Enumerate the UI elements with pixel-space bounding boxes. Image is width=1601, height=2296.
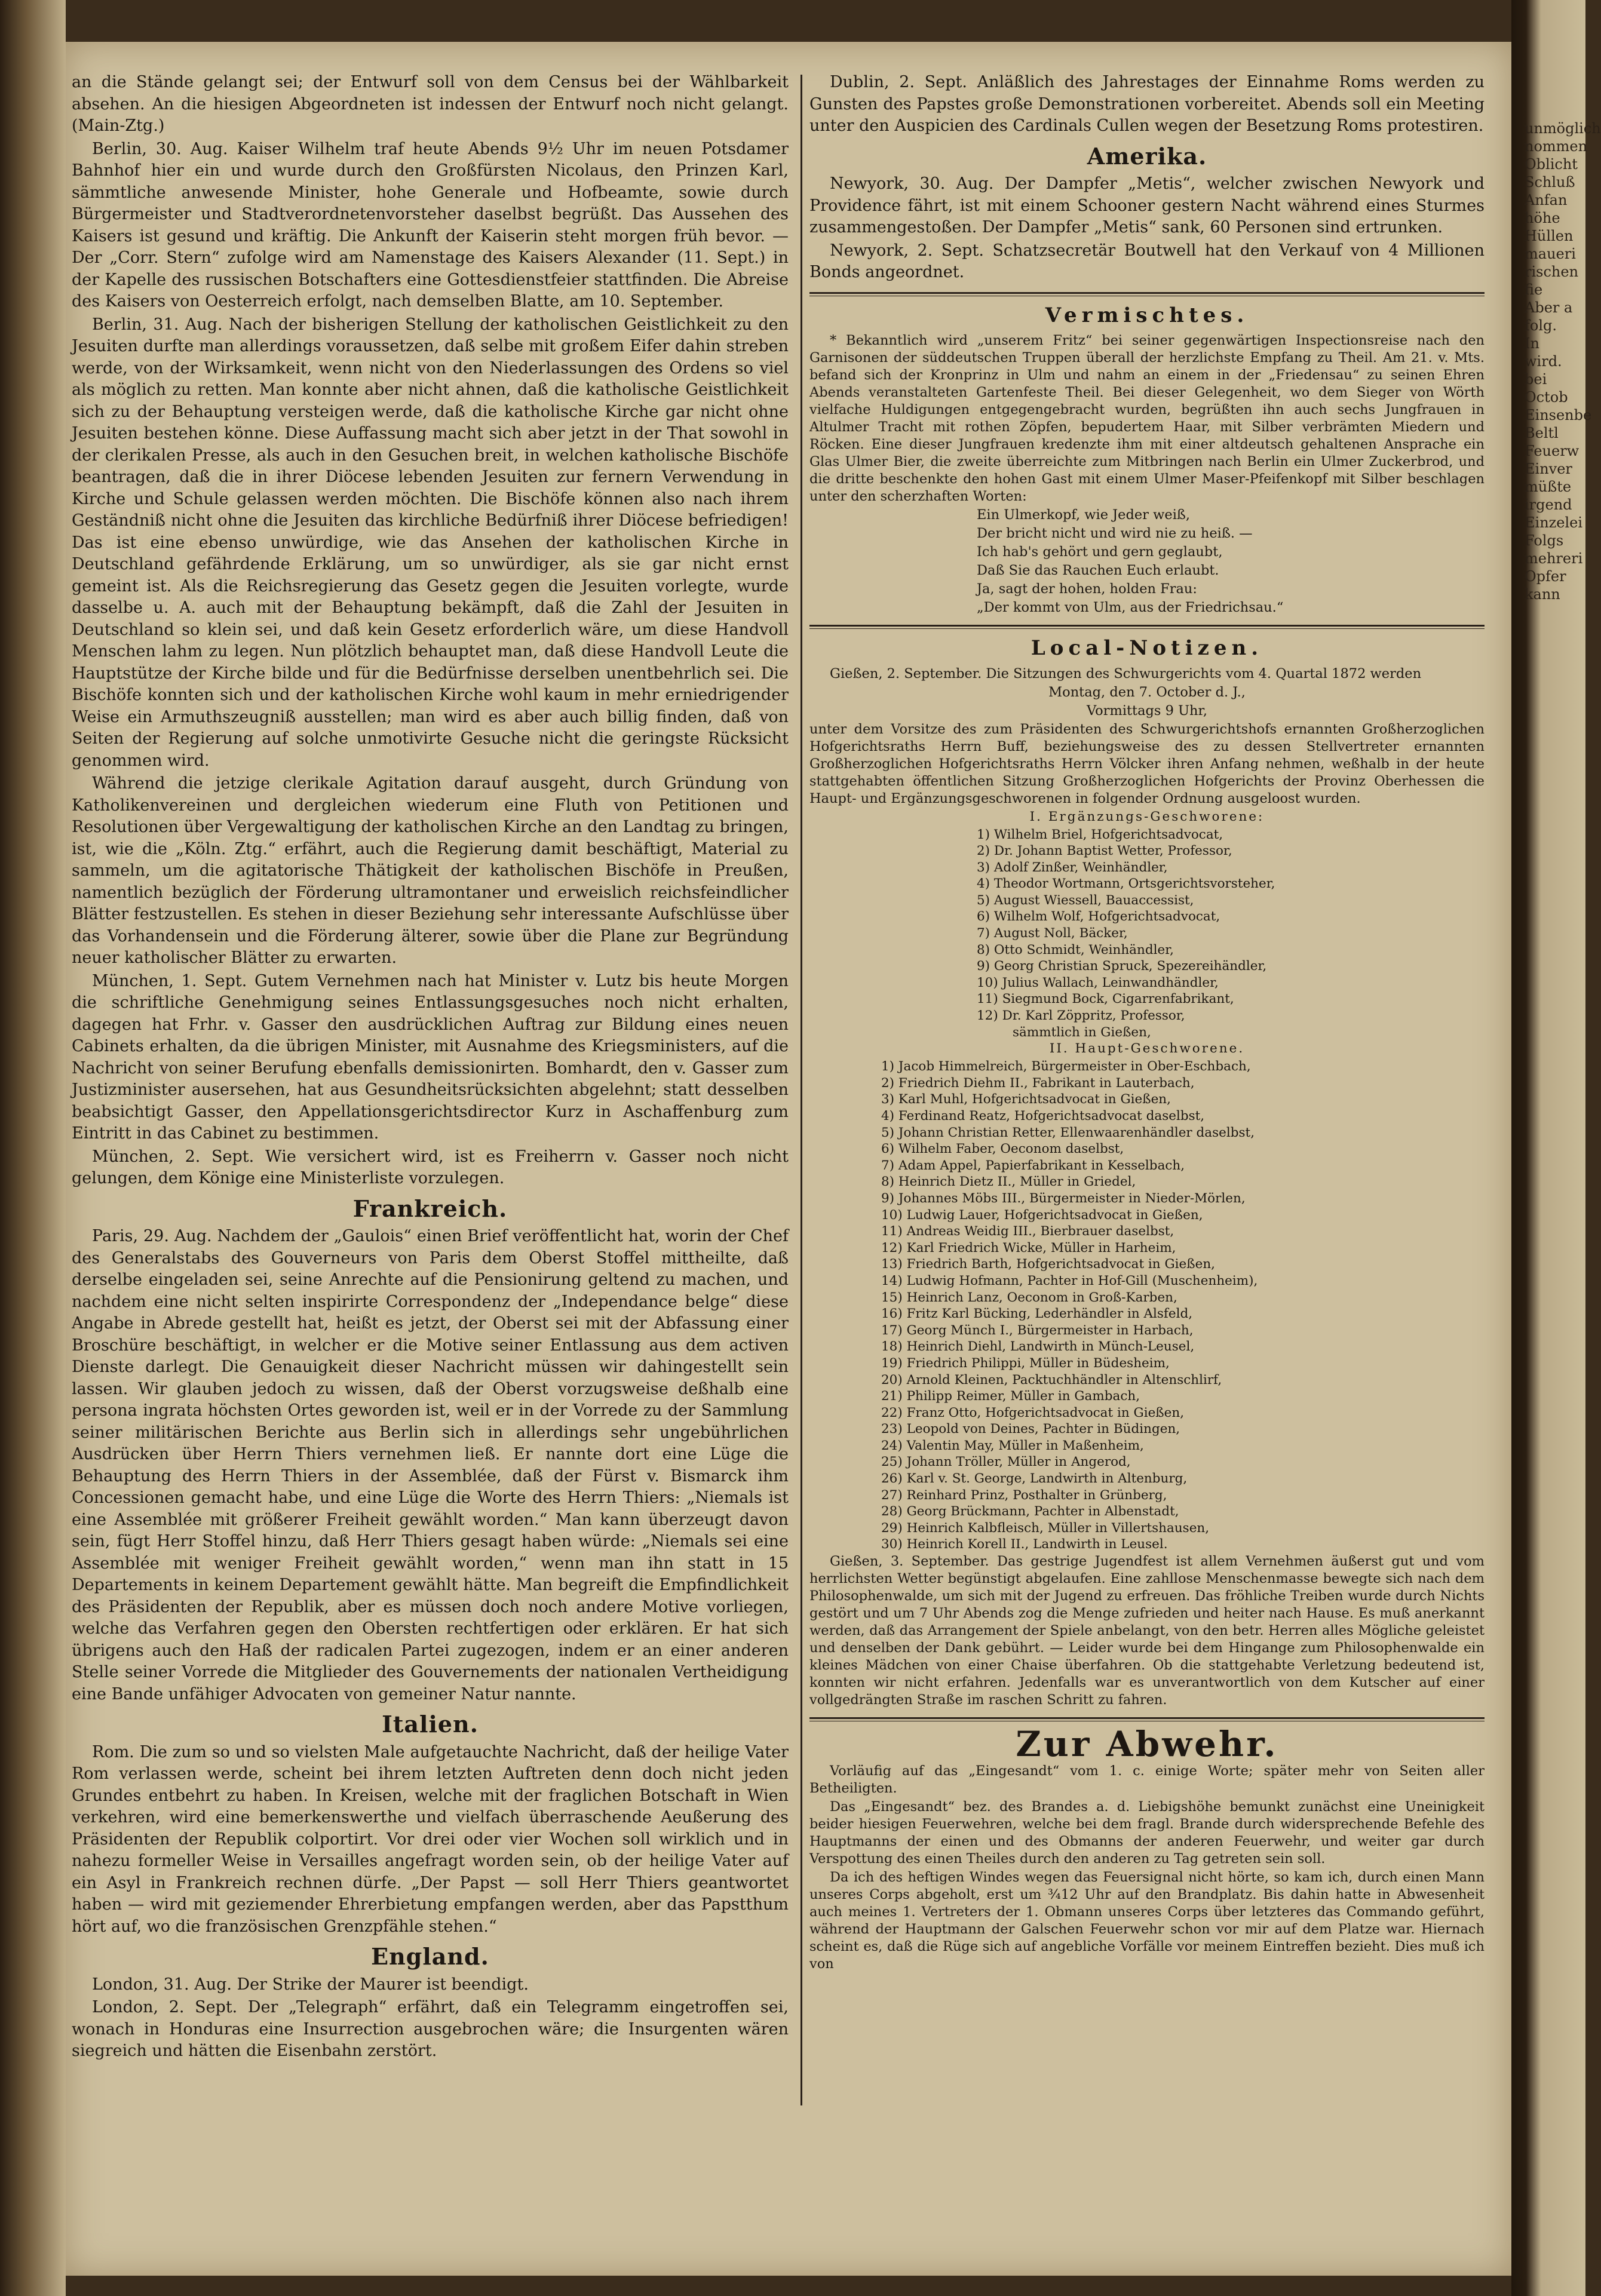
column-divider (800, 75, 802, 2105)
verse-line: Daß Sie das Rauchen Euch erlaubt. (977, 563, 1219, 578)
article-clerikale-agitation: Während die jetzige clerikale Agitation darauf ausgeht, durch Gründung von Katholikenvereinen und dergleichen wiederum eine Fluth von Petitionen und Resolutionen über Vergewaltigung der katholischen Kirche an den Landtag zu bringen, ist, wie die „Köln. Ztg.“ erfährt, auch die Regierung damit beschäftigt, Material zu sammeln, um die agitatorische Thätigkeit der katholischen Bischöfe in Preußen, namentlich bezüglich der Förderung ultramontaner und erweislich reichsfeindlicher Blätter festzustellen. Es stehen in dieser Beziehung sehr interessante Aufschlüsse über das Vorhandensein und die Förderung älterer, sowie über die Plane zur Begründung neuer katholischer Blätter zu erwarten. (72, 774, 789, 967)
list-item: 2) Friedrich Diehm II., Fabrikant in Lauterbach, (881, 1075, 1195, 1091)
article-muenchen-1sept: München, 1. Sept. Gutem Vernehmen nach hat Minister v. Lutz bis heute Morgen die schriftliche Genehmigung seines Entlassungsgesuches noch nicht erhalten, dagegen hat Frhr. v. Gasser den ausdrücklichen Auftrag zur Bildung eines neuen Cabinets erhalten, da die übrigen Minister, mit Ausnahme des Kriegsministers, auf die Nachricht von seiner Berufung ebenfalls demissionirten. Bomhardt, den v. Gasser zum Justizminister ausersehen, hat aus Gesundheitsrücksichten abgelehnt; statt desselben beabsichtigt Gasser, den Appellationsgerichtsdirector Kurz in Aschaffenburg zum Eintritt in das Cabinet zu bestimmen. (72, 971, 789, 1143)
list-ergaenzungs-geschworene (977, 827, 1485, 1041)
list-item: 6) Wilhelm Faber, Oeconom daselbst, (881, 1141, 1124, 1157)
list-item: 17) Georg Münch I., Bürgermeister in Harbach, (881, 1322, 1194, 1338)
article-london-31aug: London, 31. Aug. Der Strike der Maurer ist beendigt. (92, 1975, 529, 1994)
section-rule (809, 292, 1485, 296)
verse-line: „Der kommt von Ulm, aus der Friedrichsau.“ (977, 600, 1284, 615)
list-item: 19) Friedrich Philippi, Müller in Büdesheim, (881, 1355, 1170, 1371)
list-item: 10) Julius Wallach, Leinwandhändler, (977, 975, 1219, 990)
list-item: 1) Jacob Himmelreich, Bürgermeister in Ober-Eschbach, (881, 1059, 1251, 1075)
article-london-2sept: London, 2. Sept. Der „Telegraph“ erfährt, daß ein Telegramm eingetroffen sei, wonach in Honduras eine Insurrection ausgebrochen wäre; die Insurgenten wären siegreich und hätten die Eisenbahn zerstört. (72, 1998, 789, 2060)
section-rule (809, 625, 1485, 629)
adjacent-page-fragment (1511, 0, 1601, 2296)
article-dublin: Dublin, 2. Sept. Anläßlich des Jahrestages der Einnahme Roms werden zu Gunsten des Papstes große Demonstrationen vorbereitet. Abends soll ein Meeting unter den Auspicien des Cardinals Cullen wegen der Besetzung Roms protestiren. (809, 73, 1485, 135)
article-newyork-2sept: Newyork, 2. Sept. Schatzsecretär Boutwell hat den Verkauf von 4 Millionen Bonds angeordnet. (809, 241, 1485, 281)
verse-line: Ja, sagt der hohen, holden Frau: (977, 581, 1198, 597)
heading-amerika: Amerika. (1087, 142, 1207, 170)
list-item: 15) Heinrich Lanz, Oeconom in Groß-Karben, (881, 1290, 1177, 1305)
heading-vermischtes: Vermischtes. (1045, 303, 1249, 327)
list-item: 28) Georg Brückmann, Pachter in Albenstadt, (881, 1504, 1179, 1520)
article-vermischtes: * Bekanntlich wird „unserem Fritz“ bei seiner gegenwärtigen Inspectionsreise nach den Garnisonen der süddeutschen Truppen überall der herzlichste Empfang zu Theil. Am 21. v. Mts. befand sich der Kronprinz in Ulm und nahm an einem in der „Friedensau“ zu seinen Ehren Abends veranstalteten Gartenfeste Theil. Bei dieser Gelegenheit, wo dem Sieger von Wörth vielfache Huldigungen entgegengebracht wurden, begrüßten ihn auch sechs Jungfrauen in Altulmer Tracht mit rothen Zöpfen, bepudertem Haar, mit Silber verbrämten Miedern und Röcken. Eine dieser Jungfrauen kredenzte ihm mit einer altdeutsch gehaltenen Ansprache ein Glas Ulmer Bier, die zweite überreichte zum Mitbringen nach Berlin ein Ulmer Zuckerbrod, und die dritte beschenkte den hohen Gast mit einem Ulmer Maser-Pfeifenkopf mit Silber beschlagen unter den scherzhaften Worten: (809, 333, 1485, 504)
local-body: unter dem Vorsitze des zum Präsidenten des Schwurgerichtshofs ernannten Großherzoglichen Hofgerichtsraths Herrn Buff, beziehungsweise des zu dessen Stellvertreter ernannten Großherzoglichen Hofgerichtsraths Herrn Völcker ihren Anfang nehmen, weßhalb in der heute stattgehabten öffentlichen Sitzung Großherzoglichen Hofgerichts der Provinz Oberhessen die Haupt- und Ergänzungsgeschworenen in folgender Ordnung ausgeloost wurden. (809, 721, 1485, 806)
list2-heading: II. Haupt-Geschworene. (1049, 1041, 1245, 1057)
article-muenchen-2sept: München, 2. Sept. Wie versichert wird, ist es Freiherrn v. Gasser noch nicht gelungen, dem Könige eine Ministerliste vorzulegen. (72, 1147, 789, 1187)
section-rule (809, 1717, 1485, 1721)
abwehr-paragraph: Da ich des heftigen Windes wegen das Feuersignal nicht hörte, so kam ich, durch einen Mann unseres Corps abgeholt, erst um ¾12 Uhr auf den Brandplatz. Bis dahin hatte in Abwesenheit auch meines 1. Vertreters der 1. Obmann unseres Corps über letzteres das Commando geführt, während der Hauptmann der Galschen Feuerwehr schon vor mir auf dem Platze war. Hiernach scheint es, daß die Rüge sich auf angebliche Vorfälle vor meinem Eintreffen bezieht. Dies muß ich von (809, 1869, 1485, 1972)
list-item: 12) Karl Friedrich Wicke, Müller in Harheim, (881, 1240, 1176, 1256)
list-item: 29) Heinrich Kalbfleisch, Müller in Villertshausen, (881, 1520, 1210, 1536)
book-gutter-left (0, 0, 66, 2296)
list-item: 22) Franz Otto, Hofgerichtsadvocat in Gießen, (881, 1405, 1185, 1420)
article-berlin-31aug: Berlin, 31. Aug. Nach der bisherigen Stellung der katholischen Geistlichkeit zu den Jesuiten durfte man allerdings voraussetzen, daß selbe mit großem Eifer dahin streben werde, von der Wirksamkeit, wenn nicht von den Niederlassungen des Ordens so viel als möglich zu retten. Man konnte aber nicht ahnen, daß die katholische Geistlichkeit sich zu der Behauptung versteigen werde, daß die katholische Kirche gar nicht ohne Jesuiten bestehen könne. Diese Auffassung macht sich aber jetzt in der That sowohl in der clerikalen Presse, als auch in den Gesuchen breit, in welchen katholische Bischöfe beantragen, daß die in ihrer Diöcese lebenden Jesuiten zur fernern Verwendung in Kirche und Schule gelassen werden möchten. Die Bischöfe können also nach ihrem Geständniß nicht ohne die Jesuiten das kirchliche Bedürfniß ihrer Diöcese befriedigen! Das ist eine ebenso unwürdige, wie das Ansehen der katholischen Kirche in Deutschland gefährdende Erklärung, um so unwürdiger, als sie gar nicht ernst gemeint ist. Als die Reichsregierung das Gesetz gegen die Jesuiten vorlegte, wurde dasselbe u. A. auch mit der Behauptung bekämpft, daß die Zahl der Jesuiten in Deutschland so klein sei, und daß kein Gesetz erforderlich wäre, um diese Handvoll Menschen lahm zu legen. Nun plötzlich behauptet man, daß diese Handvoll Leute die Hauptstütze der Kirche bilde und für die Bedürfnisse derselben unentbehrlich sei. Die Bischöfe konnten sich und der katholischen Kirche wohl kaum in mehr erniedrigender Weise ein Armuthszeugniß ausstellen; man wird es aber auch billig finden, daß von Seiten der Regierung auf solche unmotivirte Gesuche nicht die geringste Rücksicht genommen wird. (72, 315, 789, 770)
list-item: 14) Ludwig Hofmann, Pachter in Hof-Gill (Muschenheim), (881, 1273, 1258, 1288)
list-item: 7) Adam Appel, Papierfabrikant in Kesselbach, (881, 1158, 1185, 1173)
adjacent-page-text: unmöglich nommen Oblicht Schluß Anfan höhe Hüllen maueri rischen fie Aber a folg. In wird. bei Octob Einsenbe Beltl Feuerw Einver müßte irgend Einzelei Folgs mehreri Opfer kann (1525, 120, 1601, 603)
list-haupt-geschworene (881, 1058, 1485, 1553)
right-column (809, 72, 1485, 1974)
list-item: 4) Ferdinand Reatz, Hofgerichtsadvocat daselbst, (881, 1109, 1205, 1124)
verse-line: Ich hab's gehört und gern geglaubt, (977, 544, 1223, 560)
list-item: 30) Heinrich Korell II., Landwirth in Leusel. (881, 1537, 1168, 1552)
local-time: Vormittags 9 Uhr, (1087, 702, 1207, 719)
list-item: 3) Adolf Zinßer, Weinhändler, (977, 860, 1168, 875)
list-item: 9) Georg Christian Spruck, Spezereihändler, (977, 959, 1267, 974)
list-item: 12) Dr. Karl Zöppritz, Professor, (977, 1008, 1185, 1024)
list-item: 25) Johann Tröller, Müller in Angerod, (881, 1454, 1131, 1470)
article-newyork-30aug: Newyork, 30. Aug. Der Dampfer „Metis“, welcher zwischen Newyork und Providence fährt, ist mit einem Schooner gestern Nacht während eines Sturmes zusammengestoßen. Der Dampfer „Metis“ sank, 60 Personen sind ertrunken. (809, 174, 1485, 237)
list-item: 24) Valentin May, Müller in Maßenheim, (881, 1438, 1144, 1453)
list-item: 27) Reinhard Prinz, Posthalter in Grünberg, (881, 1487, 1167, 1503)
list-item: 3) Karl Muhl, Hofgerichtsadvocat in Gießen, (881, 1092, 1171, 1107)
article-giessen-3sept: Gießen, 3. September. Das gestrige Jugendfest ist allem Vernehmen äußerst gut und vom herrlichsten Wetter begünstigt abgelaufen. Eine zahllose Menschenmasse bewegte sich nach dem Philosophenwalde, um sich mit der Jugend zu erfreuen. Das fröhliche Treiben wurde durch Nichts gestört und um 7 Uhr Abends zog die Menge zufrieden und heiter nach Hause. Es muß anerkannt werden, daß das Arrangement der Spiele anbelangt, von den betr. Herren alles Mögliche geleistet und denselben der Dank gebührt. — Leider wurde bei dem Hingange zum Philosophenwalde ein kleines Mädchen von einer Chaise überfahren. Ob die stattgehabte Verletzung bedeutend ist, konnten wir nicht erfahren. Jedenfalls war es unverantwortlich von dem Kutscher auf einer vollgedrängten Straße im raschen Schritt zu fahren. (809, 1554, 1485, 1708)
list-item: 5) Johann Christian Retter, Ellenwaarenhändler daselbst, (881, 1125, 1255, 1140)
list-item: 21) Philipp Reimer, Müller in Gambach, (881, 1389, 1140, 1404)
local-date: Montag, den 7. October d. J., (1048, 684, 1246, 700)
list-item: 18) Heinrich Diehl, Landwirth in Münch-Leusel, (881, 1339, 1195, 1355)
list-item: 26) Karl v. St. George, Landwirth in Altenburg, (881, 1471, 1188, 1487)
abwehr-paragraph: Vorläufig auf das „Eingesandt“ vom 1. c. einige Worte; später mehr von Seiten aller Betheiligten. (809, 1763, 1485, 1796)
list-item: 2) Dr. Johann Baptist Wetter, Professor, (977, 843, 1232, 859)
heading-zur-abwehr: Zur Abwehr. (1016, 1724, 1278, 1765)
heading-england: England. (371, 1943, 489, 1970)
list-item: 8) Otto Schmidt, Weinhändler, (977, 942, 1174, 957)
article-paris: Paris, 29. Aug. Nachdem der „Gaulois“ einen Brief veröffentlicht hat, worin der Chef des Generalstabs des Gouverneurs von Paris dem Oberst Stoffel mittheilte, daß derselbe eingeladen sei, seine Anrechte auf die Pensionirung geltend zu machen, und nachdem eine nicht selten inspirirte Correspondenz der „Independance belge“ diese Angabe in Abrede gestellt hat, heißt es jetzt, der Oberst sei mit der Abfassung einer Broschüre beschäftigt, in welcher er die Motive seiner Entlassung aus dem activen Dienste darlegt. Die Genauigkeit dieser Nachricht müssen wir dahingestellt sein lassen. Wir glauben jedoch zu wissen, daß der Oberst vorzugsweise deßhalb eine persona ingrata höchsten Ortes geworden ist, weil er in der Vorrede zu der Sammlung seiner militärischen Berichte aus Berlin sich in allerdings sehr ungebührlichen Ausdrücken über Herrn Thiers vernehmen ließ. Er nannte dort eine Lüge die Behauptung des Herrn Thiers in der Assemblée, daß der Fürst v. Bismarck ihm Concessionen gemacht habe, und eine Lüge die Worte des Herrn Thiers: „Niemals ist eine Assemblée mit größerer Freiheit gewählt worden.“ Man kann überzeugt davon sein, fügt Herr Stoffel hinzu, daß Herr Thiers gesagt haben würde: „Niemals sei eine Assemblée mit weniger Freiheit gewählt worden,“ wenn man ihn statt in 15 Departements in keinem Departement gewählt hätte. Man begreift die Empfindlichkeit des Präsidenten der Republik, aber es müssen doch noch andere Motive vorliegen, welche das Verfahren gegen den Obersten rechtfertigen oder erklären. Er hat sich übrigens auch den Haß der radicalen Partei zugezogen, indem er an einer anderen Stelle seiner Vorrede die Mitglieder des Gouvernements der nationalen Vertheidigung eine Bande unfähiger Advocaten von gemeiner Natur nannte. (72, 1227, 789, 1703)
verse-line: Der bricht nicht und wird nie zu heiß. — (977, 526, 1253, 541)
list-item: 9) Johannes Möbs III., Bürgermeister in Nieder-Mörlen, (881, 1190, 1246, 1206)
left-column (72, 72, 789, 2064)
article-berlin-30aug: Berlin, 30. Aug. Kaiser Wilhelm traf heute Abends 9½ Uhr im neuen Potsdamer Bahnhof hier ein und wurde durch den Großfürsten Nicolaus, den Prinzen Karl, sämmtliche anwesende Minister, hohe Generale und Hofbeamte, sowie durch Bürgermeister und Stadtverordnetenvorsteher daselbst begrüßt. Das Aussehen des Kaisers ist gesund und kräftig. Die Ankunft der Kaiserin steht morgen früh bevor. — Der „Corr. Stern“ zufolge wird am Namenstage des Kaisers Alexander (11. Sept.) in der Kapelle des russischen Botschafters eine Gottesdienstfeier stattfinden. Die Abreise des Kaisers von Oesterreich erfolgt, nach demselben Blatte, am 10. September. (72, 139, 789, 311)
list-item: 4) Theodor Wortmann, Ortsgerichtsvorsteher, (977, 876, 1275, 892)
list-item: 20) Arnold Kleinen, Packtuchhändler in Altenschlirf, (881, 1372, 1222, 1388)
list-item: 11) Andreas Weidig III., Bierbrauer daselbst, (881, 1224, 1174, 1239)
verse-line: Ein Ulmerkopf, wie Jeder weiß, (977, 507, 1191, 523)
list-item: 10) Ludwig Lauer, Hofgerichtsadvocat in Gießen, (881, 1207, 1203, 1223)
list-item: 6) Wilhelm Wolf, Hofgerichtsadvocat, (977, 909, 1220, 925)
heading-local-notizen: Local-Notizen. (1030, 636, 1263, 660)
list1-heading: I. Ergänzungs-Geschworene: (1029, 809, 1265, 824)
list-item: 5) August Wiessell, Bauaccessist, (977, 892, 1194, 908)
list-item: 13) Friedrich Barth, Hofgerichtsadvocat in Gießen, (881, 1257, 1216, 1272)
article-rom: Rom. Die zum so und so vielsten Male aufgetauchte Nachricht, daß der heilige Vater Rom verlassen werde, scheint bei ihrem letzten Auftreten denn doch nicht jeden Grundes entbehrt zu haben. In Kreisen, welche mit der fraglichen Botschaft in Wien verkehren, wird eine bemerkenswerthe und vielfach überraschende Aeußerung des Präsidenten der Republik colportirt. Vor drei oder vier Wochen soll wirklich und in nahezu formeller Weise in Versailles angefragt worden sein, ob der heilige Vater auf ein Asyl in Frankreich rechnen dürfe. „Der Papst — soll Herr Thiers geantwortet haben — wird mit geziemender Ehrerbietung empfangen werden, aber das Papstthum hört auf, wo die französischen Grenzpfähle stehen.“ (72, 1742, 789, 1936)
list-item: sämmtlich in Gießen, (1013, 1024, 1151, 1040)
article-wahlgesetz: an die Stände gelangt sei; der Entwurf soll von dem Census bei der Wählbarkeit absehen. An die hiesigen Abgeordneten ist indessen der Entwurf noch nicht gelangt. (Main-Ztg.) (72, 73, 789, 135)
abwehr-paragraph: Das „Eingesandt“ bez. des Brandes a. d. Liebigshöhe bemunkt zunächst eine Uneinigkeit beider hiesigen Feuerwehren, welche bei dem fragl. Brande durch widersprechende Befehle des Hauptmanns der einen und des Obmanns der anderen Feuerwehr, und weiter gar durch Verspottung des einen Theiles durch den anderen zu Tag getreten sein soll. (809, 1798, 1485, 1867)
list-item: 7) August Noll, Bäcker, (977, 926, 1128, 941)
local-intro: Gießen, 2. September. Die Sitzungen des Schwurgerichts vom 4. Quartal 1872 werden (830, 665, 1422, 682)
list-item: 23) Leopold von Deines, Pachter in Büdingen, (881, 1422, 1180, 1437)
heading-italien: Italien. (382, 1711, 479, 1738)
heading-frankreich: Frankreich. (352, 1195, 508, 1222)
list-item: 16) Fritz Karl Bücking, Lederhändler in Alsfeld, (881, 1306, 1193, 1322)
list-item: 8) Heinrich Dietz II., Müller in Griedel, (881, 1174, 1136, 1190)
list-item: 1) Wilhelm Briel, Hofgerichtsadvocat, (977, 827, 1223, 842)
list-item: 11) Siegmund Bock, Cigarrenfabrikant, (977, 992, 1234, 1007)
